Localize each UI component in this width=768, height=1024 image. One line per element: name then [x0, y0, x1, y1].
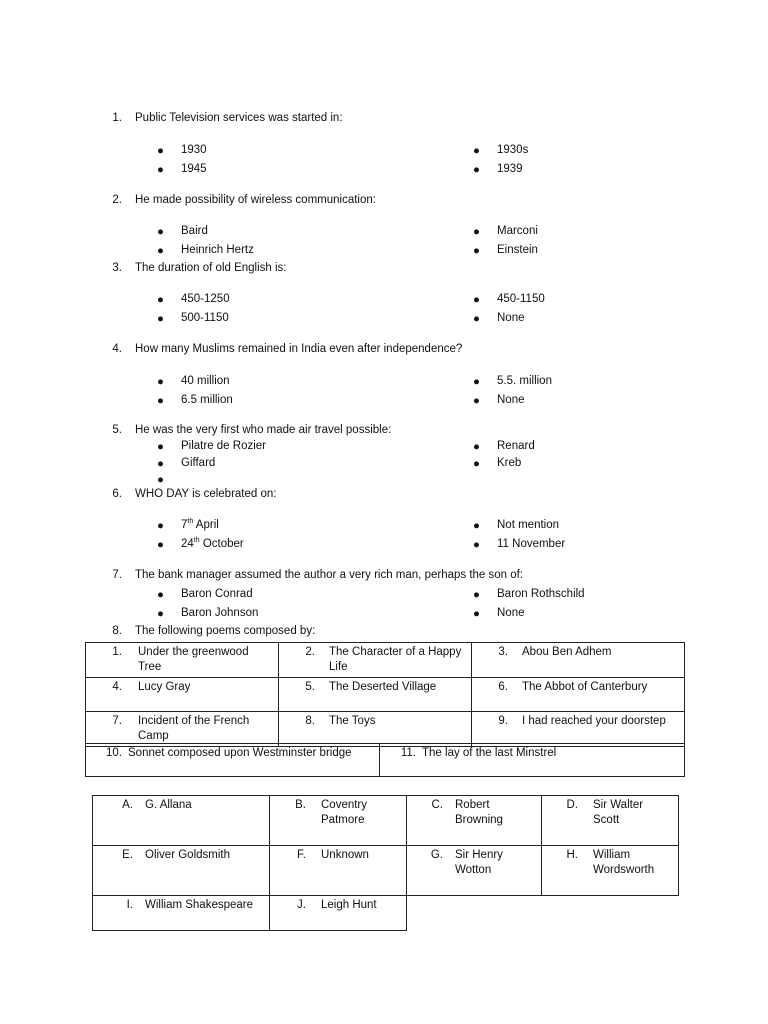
option-1d: 1939 — [497, 163, 523, 175]
option-5d: Kreb — [497, 457, 522, 469]
empty-cell — [542, 896, 679, 931]
poem-cell: 10. Sonnet composed upon Westminster bridge — [86, 744, 380, 777]
bullet: ● — [157, 145, 164, 157]
author-cell: C. Robert Browning — [407, 796, 542, 846]
option-3d: None — [497, 312, 525, 324]
option-2d: Einstein — [497, 244, 538, 256]
option-2b: Heinrich Hertz — [181, 244, 254, 256]
author-cell: I. William Shakespeare — [93, 896, 270, 931]
poem-cell: 7. Incident of the French Camp — [86, 712, 279, 747]
bullet: ● — [157, 313, 164, 325]
option-1b: 1945 — [181, 163, 207, 175]
poem-cell: 8. The Toys — [279, 712, 472, 747]
author-cell: A. G. Allana — [93, 796, 270, 846]
bullet: ● — [473, 458, 480, 470]
question-number: 4. — [112, 343, 122, 355]
author-cell: G. Sir Henry Wotton — [407, 846, 542, 896]
option-7d: None — [497, 607, 525, 619]
bullet: ● — [473, 226, 480, 238]
option-4a: 40 million — [181, 375, 230, 387]
poem-cell: 3. Abou Ben Adhem — [472, 643, 685, 678]
bullet: ● — [473, 376, 480, 388]
bullet: ● — [473, 520, 480, 532]
bullet: ● — [473, 245, 480, 257]
table-row — [93, 896, 679, 931]
table-row — [93, 846, 679, 896]
option-7a: Baron Conrad — [181, 588, 253, 600]
option-6c: Not mention — [497, 519, 560, 531]
bullet: ● — [157, 539, 164, 551]
bullet: ● — [157, 376, 164, 388]
bullet: ● — [473, 145, 480, 157]
table-row — [86, 678, 685, 712]
option-4c: 5.5. million — [497, 375, 552, 387]
question-text: He was the very first who made air travel possible: — [135, 424, 392, 436]
option-5b: Giffard — [181, 457, 216, 469]
poem-cell: 4. Lucy Gray — [86, 678, 279, 712]
question-number: 1. — [112, 112, 122, 124]
question-text: Public Television services was started in: — [135, 112, 343, 124]
question-text: The following poems composed by: — [135, 625, 316, 637]
bullet: ● — [157, 608, 164, 620]
bullet: ● — [157, 589, 164, 601]
bullet: ● — [157, 474, 164, 486]
bullet: ● — [473, 294, 480, 306]
option-1a: 1930 — [181, 144, 207, 156]
bullet: ● — [473, 441, 480, 453]
option-3b: 500-1150 — [181, 312, 229, 324]
option-2c: Marconi — [497, 225, 538, 237]
option-6d: 11 November — [497, 538, 566, 550]
option-4d: None — [497, 394, 525, 406]
bullet: ● — [473, 164, 480, 176]
option-7b: Baron Johnson — [181, 607, 259, 619]
question-text: The duration of old English is: — [135, 262, 287, 274]
bullet: ● — [157, 458, 164, 470]
author-cell: F. Unknown — [270, 846, 407, 896]
question-number: 3. — [112, 262, 122, 274]
question-number: 2. — [112, 194, 122, 206]
option-6a: 7th April — [181, 518, 219, 531]
author-cell: B. Coventry Patmore — [270, 796, 407, 846]
question-text: How many Muslims remained in India even after independence? — [135, 343, 463, 355]
question-number: 5. — [112, 424, 122, 436]
author-cell: D. Sir Walter Scott — [542, 796, 679, 846]
poem-cell: 2. The Character of a Happy Life — [279, 643, 472, 678]
bullet: ● — [473, 313, 480, 325]
table-row — [86, 744, 685, 777]
question-text: WHO DAY is celebrated on: — [135, 488, 277, 500]
question-number: 7. — [112, 569, 122, 581]
bullet: ● — [157, 226, 164, 238]
option-1c: 1930s — [497, 144, 529, 156]
bullet: ● — [157, 520, 164, 532]
poem-cell: 9. I had reached your doorstep — [472, 712, 685, 747]
table-row — [86, 712, 685, 747]
table-row — [86, 643, 685, 678]
option-5a: Pilatre de Rozier — [181, 440, 267, 452]
bullet: ● — [473, 608, 480, 620]
option-3c: 450-1150 — [497, 293, 545, 305]
bullet: ● — [473, 539, 480, 551]
empty-cell — [407, 896, 542, 931]
authors-table — [92, 795, 679, 931]
bullet: ● — [157, 441, 164, 453]
bullet: ● — [473, 395, 480, 407]
poems-table — [85, 642, 685, 747]
bullet: ● — [473, 589, 480, 601]
author-cell: H. William Wordsworth — [542, 846, 679, 896]
question-number: 6. — [112, 488, 122, 500]
option-3a: 450-1250 — [181, 293, 230, 305]
table-row — [93, 796, 679, 846]
question-text: The bank manager assumed the author a very rich man, perhaps the son of: — [135, 569, 524, 581]
question-text: He made possibility of wireless communication: — [135, 194, 376, 206]
poem-cell: 6. The Abbot of Canterbury — [472, 678, 685, 712]
poem-cell: 1. Under the greenwood Tree — [86, 643, 279, 678]
bullet: ● — [157, 395, 164, 407]
author-cell: E. Oliver Goldsmith — [93, 846, 270, 896]
bullet: ● — [157, 245, 164, 257]
option-2a: Baird — [181, 225, 208, 237]
poem-cell: 5. The Deserted Village — [279, 678, 472, 712]
option-7c: Baron Rothschild — [497, 588, 585, 600]
bullet: ● — [157, 294, 164, 306]
poems-table-last-row — [85, 743, 685, 777]
bullet: ● — [157, 164, 164, 176]
author-cell: J. Leigh Hunt — [270, 896, 407, 931]
question-number: 8. — [112, 625, 122, 637]
option-6b: 24th October — [181, 537, 244, 550]
option-4b: 6.5 million — [181, 394, 233, 406]
poem-cell: 11. The lay of the last Minstrel — [380, 744, 685, 777]
option-5c: Renard — [497, 440, 535, 452]
